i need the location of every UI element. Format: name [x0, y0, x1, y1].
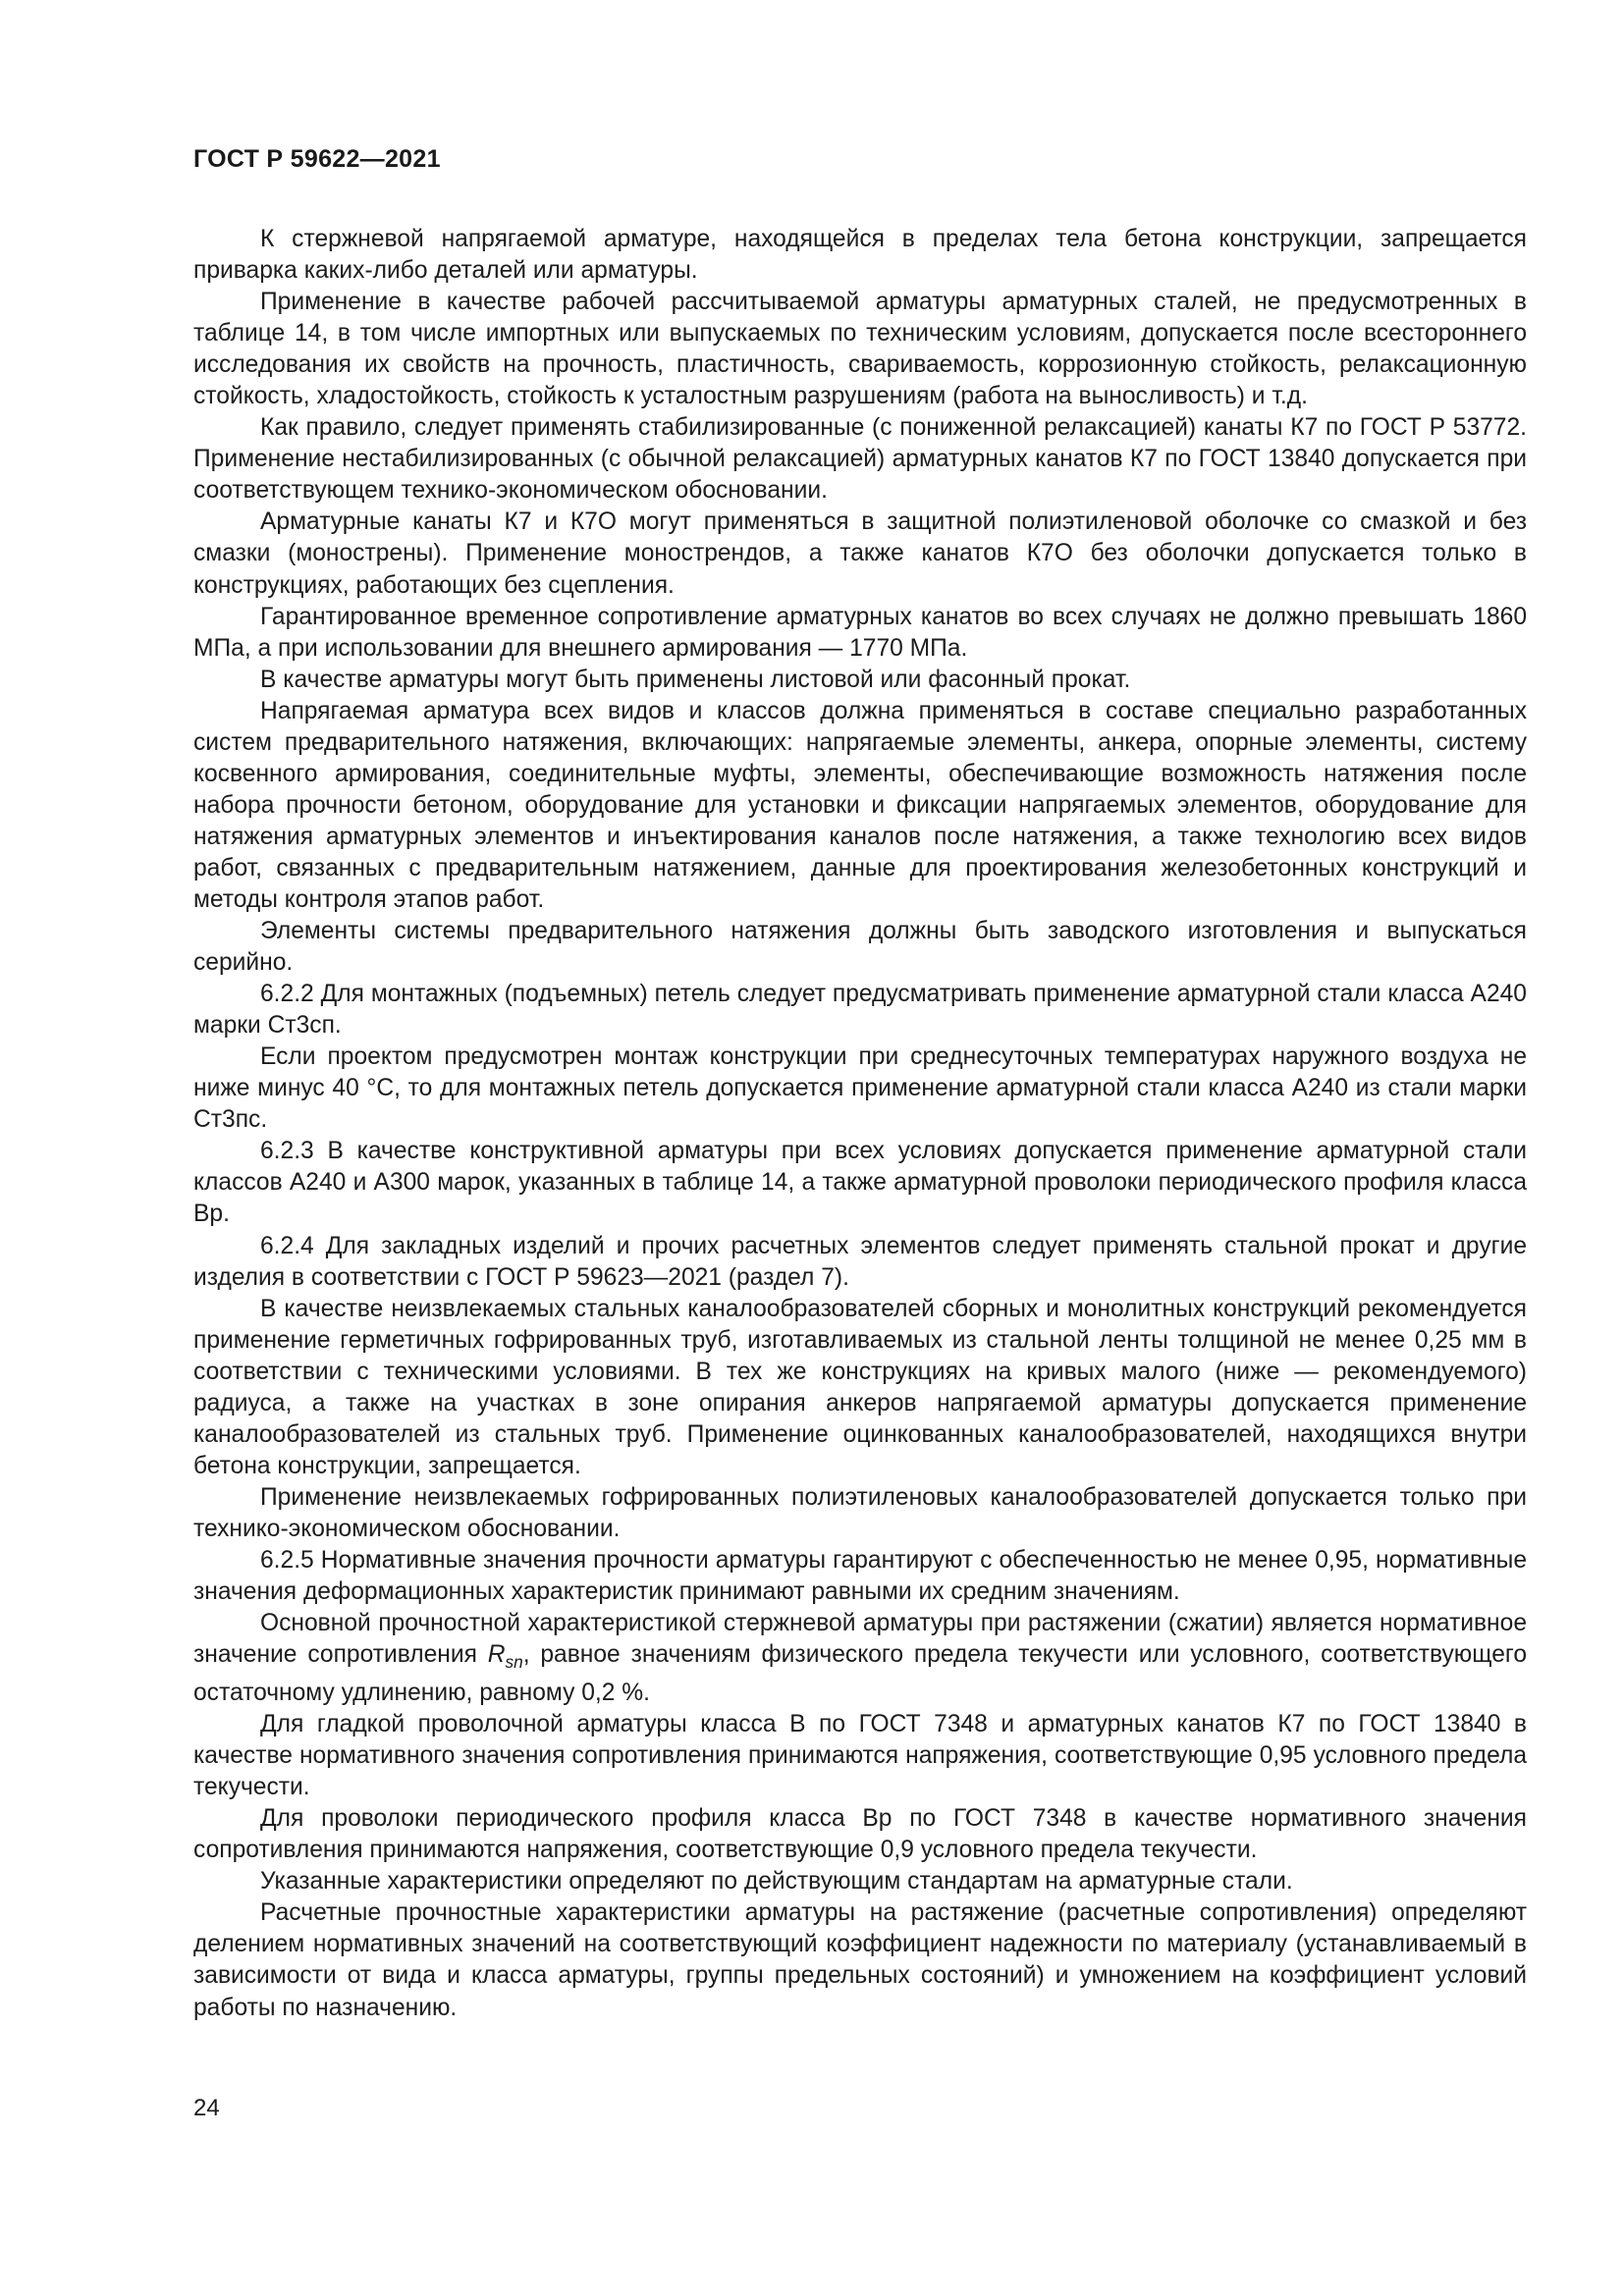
paragraph: Если проектом предусмотрен монтаж конструкции при среднесуточных температурах наружного воздуха не ниже минус 40 °С, то для монтажных петель допускается применение арматурной стали класса А240 из стали марки Ст3пс. [193, 1043, 1527, 1134]
paragraph: Применение в качестве рабочей рассчитываемой арматуры арматурных сталей, не предусмотренных в таблице 14, в том числе импортных или выпускаемых по техническим условиям, допускается после всестороннего исследования их свойств на прочность, пластичность, свариваемость, коррозионную стойкость, релаксационную стойкость, хладостойкость, стойкость к усталостным разрушениям (работа на выносливость) и т.д. [193, 289, 1527, 410]
paragraph: Как правило, следует применять стабилизированные (с пониженной релаксацией) канаты К7 по ГОСТ Р 53772. Применение нестабилизированных (с обычной релаксацией) арматурных канатов К7 по ГОСТ 13840 допускается при соответствующем технико-экономическом обосновании. [193, 414, 1527, 505]
paragraph: Указанные характеристики определяют по действующим стандартам на арматурные стали. [260, 1868, 1293, 1896]
paragraph: Арматурные канаты К7 и К7О могут применяться в защитной полиэтиленовой оболочке со смазкой и без смазки (монострены). Применение монострендов, а также канатов К7О без оболочки допускается только в конструкциях, работающих без сцепления. [193, 508, 1527, 599]
paragraph: 6.2.4 Для закладных изделий и прочих расчетных элементов следует применять стальной прокат и другие изделия в соответствии с ГОСТ Р 59623—2021 (раздел 7). [193, 1232, 1527, 1291]
paragraph: Для гладкой проволочной арматуры класса В по ГОСТ 7348 и арматурных канатов К7 по ГОСТ 13840 в качестве нормативного значения сопротивления принимаются напряжения, соответствующие 0,95 условного предела текучести. [193, 1711, 1527, 1801]
paragraph: Расчетные прочностные характеристики арматуры на растяжение (расчетные сопротивления) определяют делением нормативных значений на соответствующий коэффициент надежности по материалу (устанавливаемый в зависимости от вида и класса арматуры, группы предельных состояний) и умножением на коэффициент условий работы по назначению. [193, 1899, 1527, 2021]
paragraph: В качестве неизвлекаемых стальных каналообразователей сборных и монолитных конструкций рекомендуется применение герметичных гофрированных труб, изготавливаемых из стальной ленты толщиной не менее 0,25 мм в соответствии с техническими условиями. В тех же конструкциях на кривых малого (ниже — рекомендуемого) радиуса, а также на участках в зоне опирания анкеров напрягаемой арматуры допускается применение каналообразователей из стальных труб. Применение оцинкованных каналообразователей, находящихся внутри бетона конструкции, запрещается. [193, 1295, 1527, 1479]
rsn-letter: R [487, 1641, 506, 1669]
document-body [193, 224, 1527, 2024]
document-header: ГОСТ Р 59622—2021 [193, 145, 441, 173]
rsn-text-after: , равное значениям физического предела текучести или условного, соответствующего остаточному удлинению, равному 0,2 %. [193, 1641, 1527, 1707]
rsn-text-before: Основной прочностной характеристикой стержневой арматуры при растяжении (сжатии) является нормативное значение сопротивления [193, 1610, 1527, 1669]
paragraph: Напрягаемая арматура всех видов и классов должна применяться в составе специально разработанных систем предварительного натяжения, включающих: напрягаемые элементы, анкера, опорные элементы, систему косвенного армирования, соединительные муфты, элементы, обеспечивающие возможность натяжения после набора прочности бетоном, оборудование для установки и фиксации напрягаемых элементов, оборудование для натяжения арматурных элементов и инъектирования каналов после натяжения, а также технологию всех видов работ, связанных с предварительным натяжением, данные для проектирования железобетонных конструкций и методы контроля этапов работ. [193, 697, 1527, 913]
paragraph: 6.2.3 В качестве конструктивной арматуры при всех условиях допускается применение арматурной стали классов А240 и А300 марок, указанных в таблице 14, а также арматурной проволоки периодического профиля класса Вр. [193, 1138, 1527, 1228]
paragraph-rsn [193, 1608, 1527, 1709]
paragraph: Для проволоки периодического профиля класса Вр по ГОСТ 7348 в качестве нормативного значения сопротивления принимаются напряжения, соответствующие 0,9 условного предела текучести. [193, 1805, 1527, 1864]
paragraph: Применение неизвлекаемых гофрированных полиэтиленовых каналообразователей допускается только при технико-экономическом обосновании. [193, 1483, 1527, 1542]
paragraph: 6.2.5 Нормативные значения прочности арматуры гарантируют с обеспеченностью не менее 0,95, нормативные значения деформационных характеристик принимают равными их средним значениям. [193, 1546, 1527, 1606]
rsn-subscript: sn [505, 1652, 523, 1673]
rsn-symbol [487, 1641, 523, 1673]
paragraph: К стержневой напрягаемой арматуре, находящейся в пределах тела бетона конструкции, запрещается приварка каких-либо деталей или арматуры. [193, 226, 1527, 285]
paragraph: Элементы системы предварительного натяжения должны быть заводского изготовления и выпускаться серийно. [193, 918, 1527, 977]
paragraph: Гарантированное временное сопротивление арматурных канатов во всех случаях не должно превышать 1860 МПа, а при использовании для внешнего армирования — 1770 МПа. [193, 603, 1527, 662]
paragraph: 6.2.2 Для монтажных (подъемных) петель следует предусматривать применение арматурной стали класса А240 марки Ст3сп. [193, 981, 1527, 1040]
page-number: 24 [193, 2095, 220, 2121]
paragraph: В качестве арматуры могут быть применены листовой или фасонный прокат. [260, 666, 1131, 693]
